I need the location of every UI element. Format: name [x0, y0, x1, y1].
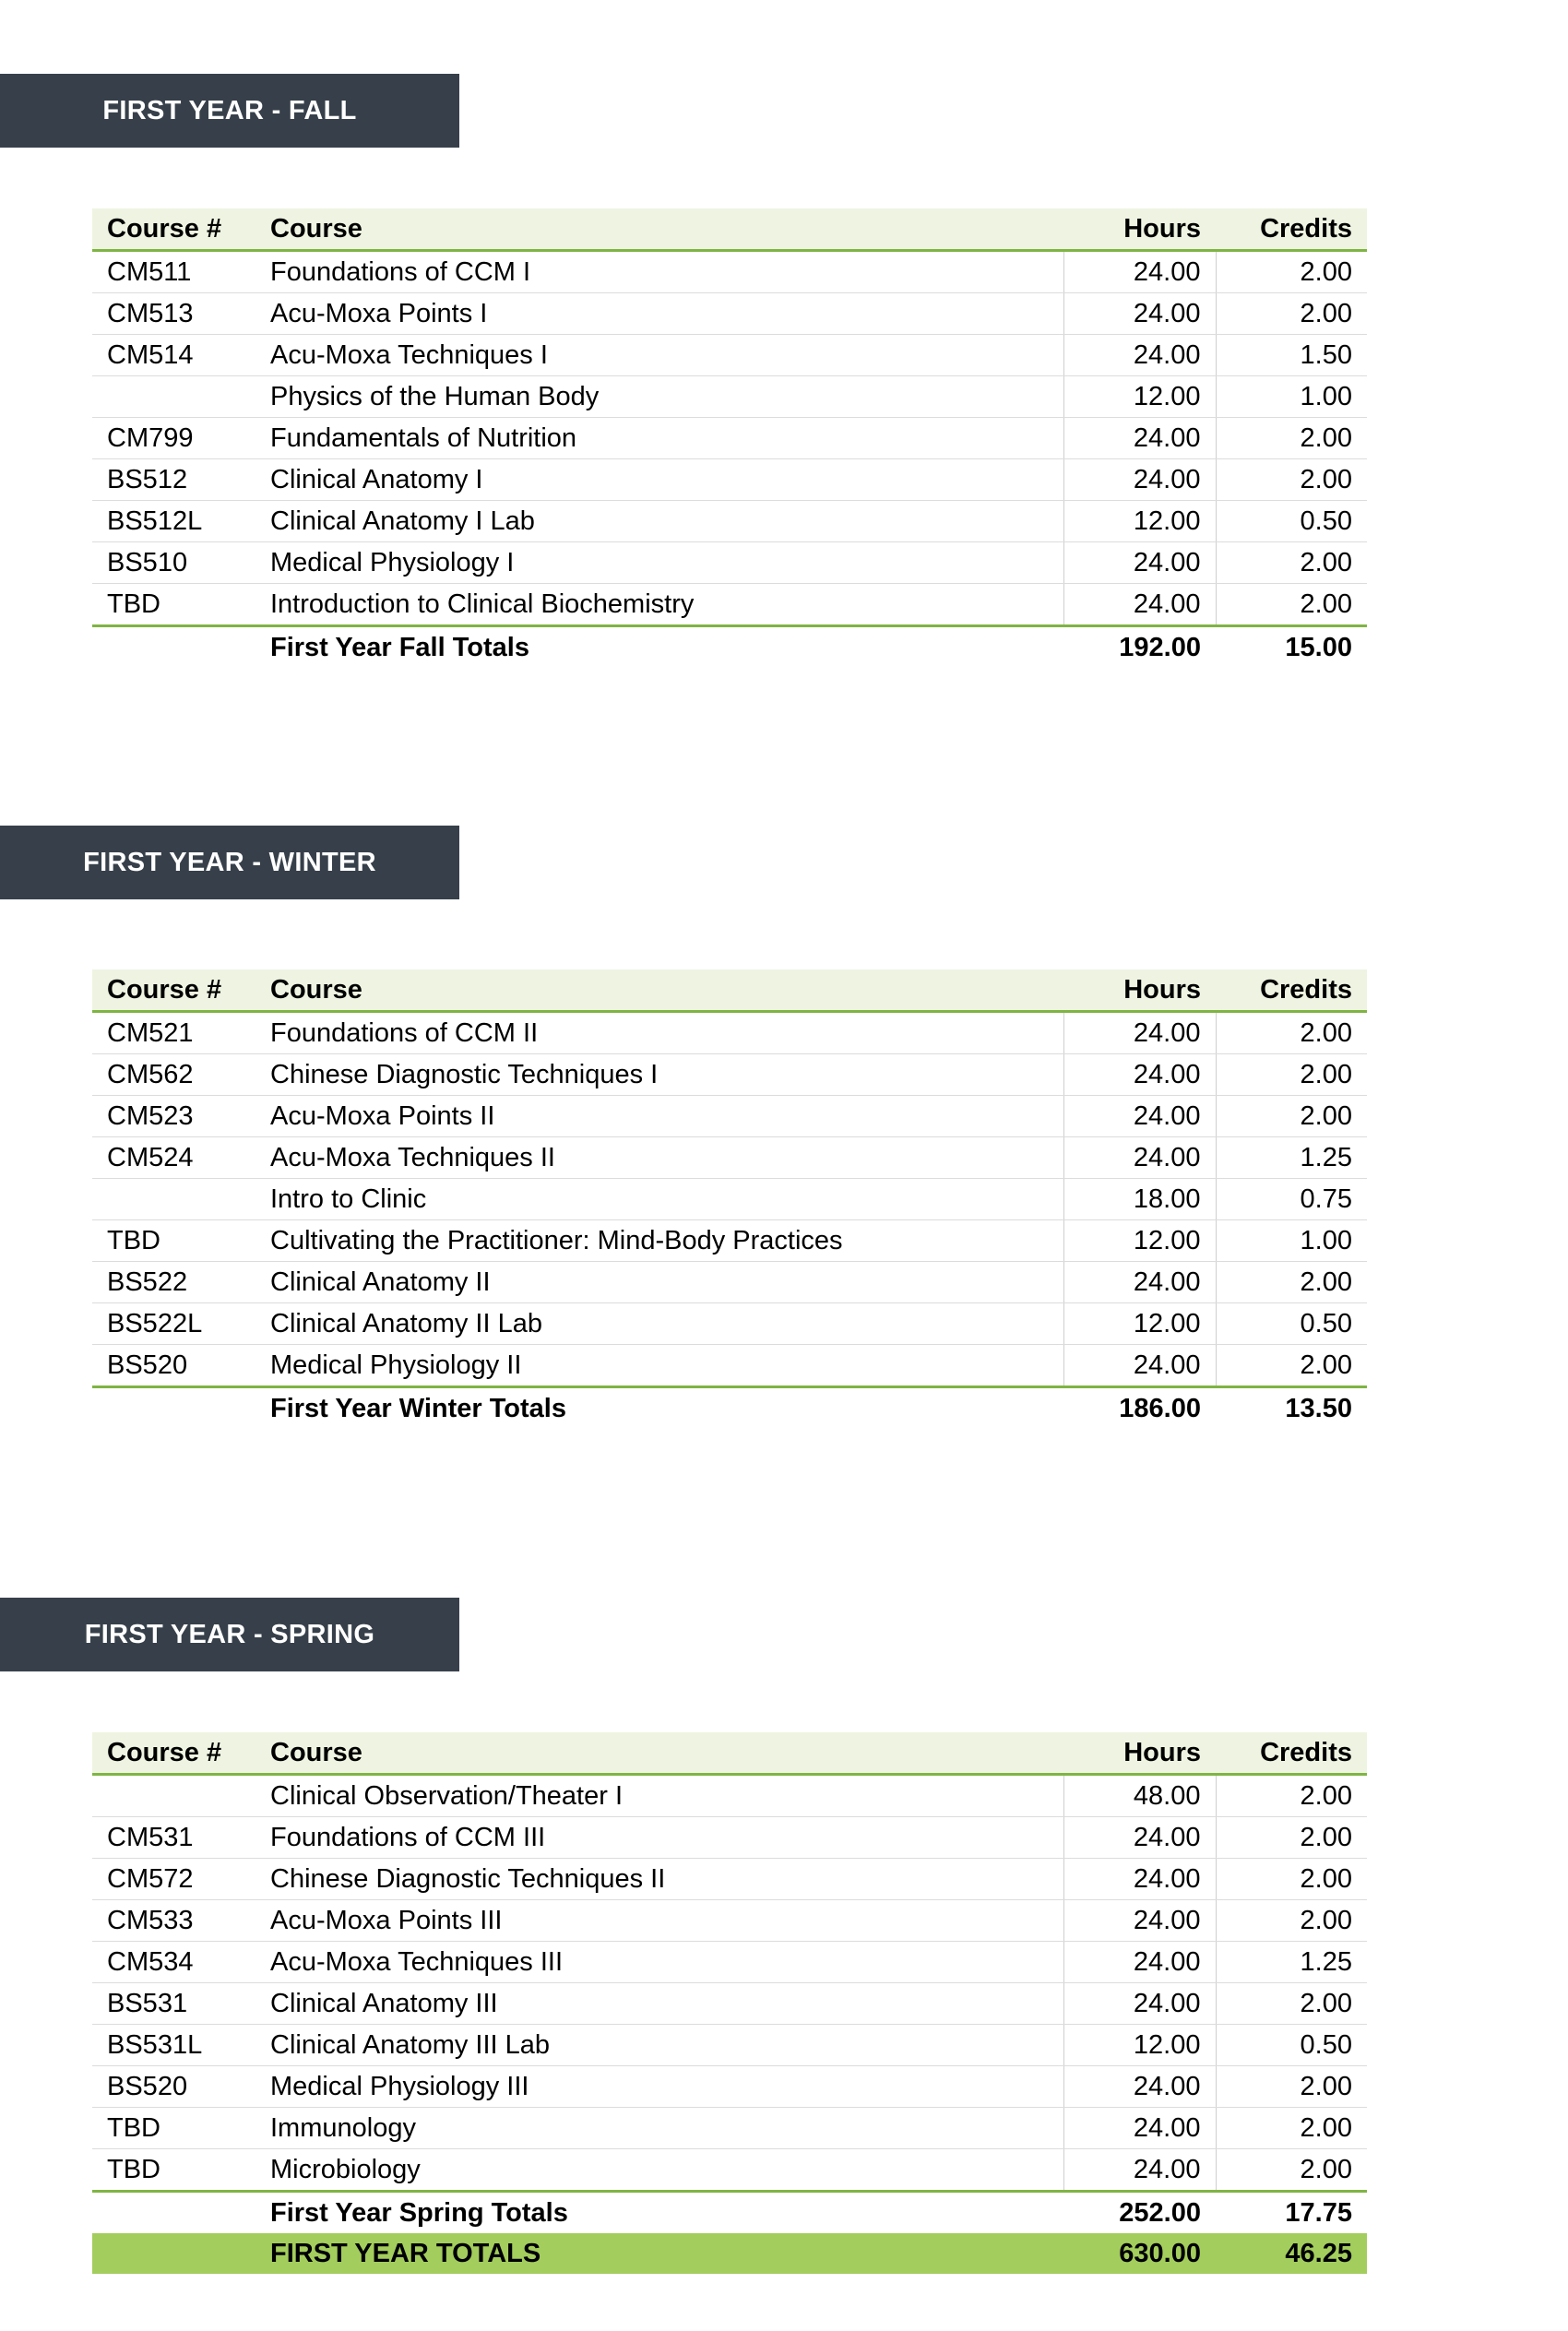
course-number-cell [92, 1775, 255, 1817]
table-row [92, 2149, 1367, 2192]
course-name-cell: Clinical Anatomy II [255, 1262, 1063, 1303]
credits-cell: 2.00 [1216, 1817, 1367, 1859]
table-row [92, 542, 1367, 584]
header-hours: Hours [1063, 208, 1216, 251]
course-number-cell: TBD [92, 584, 255, 626]
hours-cell: 12.00 [1063, 1220, 1216, 1262]
hours-cell: 24.00 [1063, 1096, 1216, 1137]
course-name-cell: Acu-Moxa Techniques III [255, 1942, 1063, 1983]
table-row [92, 1817, 1367, 1859]
credits-cell: 0.50 [1216, 1303, 1367, 1345]
course-name-cell: Acu-Moxa Techniques I [255, 335, 1063, 376]
fall-section-banner [0, 74, 459, 148]
hours-cell: 24.00 [1063, 1900, 1216, 1942]
header-course: Course [255, 1732, 1063, 1775]
course-number-cell: CM534 [92, 1942, 255, 1983]
course-number-cell: CM513 [92, 293, 255, 335]
course-name-cell: Clinical Anatomy II Lab [255, 1303, 1063, 1345]
totals-label: First Year Winter Totals [270, 1393, 566, 1423]
table-row [92, 584, 1367, 626]
course-number-cell: TBD [92, 2149, 255, 2192]
course-number-cell: BS531 [92, 1983, 255, 2025]
totals-credits: 13.50 [1285, 1393, 1352, 1423]
header-credits: Credits [1216, 1732, 1367, 1775]
fall-course-table [92, 208, 1367, 668]
table-row [92, 418, 1367, 459]
totals-hours: 192.00 [1119, 632, 1201, 662]
hours-cell: 24.00 [1063, 2149, 1216, 2192]
hours-cell: 24.00 [1063, 459, 1216, 501]
table-row [92, 1220, 1367, 1262]
winter-course-table [92, 969, 1367, 1429]
table-row [92, 459, 1367, 501]
hours-cell: 12.00 [1063, 501, 1216, 542]
credits-cell: 2.00 [1216, 1262, 1367, 1303]
credits-cell: 1.00 [1216, 376, 1367, 418]
hours-cell: 24.00 [1063, 2108, 1216, 2149]
credits-cell: 1.00 [1216, 1220, 1367, 1262]
year-totals-hours: 630.00 [1063, 2233, 1216, 2274]
course-number-cell: BS531L [92, 2025, 255, 2066]
table-row [92, 2025, 1367, 2066]
course-number-cell: CM562 [92, 1054, 255, 1096]
empty-cell [92, 626, 255, 669]
totals-hours: 252.00 [1119, 2197, 1201, 2228]
course-name-cell: Acu-Moxa Points I [255, 293, 1063, 335]
table-row [92, 1303, 1367, 1345]
course-number-cell: BS510 [92, 542, 255, 584]
table-row [92, 1179, 1367, 1220]
course-name-cell: Fundamentals of Nutrition [255, 418, 1063, 459]
credits-cell: 2.00 [1216, 2108, 1367, 2149]
credits-cell: 2.00 [1216, 1096, 1367, 1137]
header-credits: Credits [1216, 969, 1367, 1012]
header-course-num: Course # [92, 1732, 255, 1775]
table-row [92, 251, 1367, 293]
hours-cell: 12.00 [1063, 1303, 1216, 1345]
course-number-cell: BS522L [92, 1303, 255, 1345]
course-number-cell: CM533 [92, 1900, 255, 1942]
totals-credits: 17.75 [1285, 2197, 1352, 2228]
table-row [92, 2066, 1367, 2108]
credits-cell: 0.50 [1216, 501, 1367, 542]
empty-cell [92, 2192, 255, 2234]
course-name-cell: Medical Physiology I [255, 542, 1063, 584]
course-name-cell: Acu-Moxa Techniques II [255, 1137, 1063, 1179]
course-number-cell: BS520 [92, 2066, 255, 2108]
course-name-cell: Foundations of CCM I [255, 251, 1063, 293]
header-hours: Hours [1063, 969, 1216, 1012]
credits-cell: 2.00 [1216, 1900, 1367, 1942]
course-number-cell: TBD [92, 2108, 255, 2149]
spring-section-banner [0, 1598, 459, 1671]
hours-cell: 12.00 [1063, 2025, 1216, 2066]
credits-cell: 1.25 [1216, 1942, 1367, 1983]
header-course: Course [255, 208, 1063, 251]
course-name-cell: Medical Physiology II [255, 1345, 1063, 1387]
table-row [92, 1775, 1367, 1817]
spring-section-title: FIRST YEAR - SPRING [84, 1619, 375, 1649]
table-row [92, 376, 1367, 418]
hours-cell: 24.00 [1063, 542, 1216, 584]
totals-label: First Year Spring Totals [270, 2197, 568, 2228]
table-row [92, 1096, 1367, 1137]
table-row [92, 1054, 1367, 1096]
hours-cell: 24.00 [1063, 1983, 1216, 2025]
course-name-cell: Chinese Diagnostic Techniques I [255, 1054, 1063, 1096]
hours-cell: 24.00 [1063, 1859, 1216, 1900]
credits-cell: 2.00 [1216, 1859, 1367, 1900]
hours-cell: 24.00 [1063, 293, 1216, 335]
credits-cell: 2.00 [1216, 584, 1367, 626]
table-row [92, 1900, 1367, 1942]
header-course-num: Course # [92, 969, 255, 1012]
empty-cell [92, 2233, 255, 2274]
course-name-cell: Cultivating the Practitioner: Mind-Body Practices [255, 1220, 1063, 1262]
hours-cell: 12.00 [1063, 376, 1216, 418]
credits-cell: 0.75 [1216, 1179, 1367, 1220]
course-name-cell: Chinese Diagnostic Techniques II [255, 1859, 1063, 1900]
credits-cell: 2.00 [1216, 1345, 1367, 1387]
credits-cell: 2.00 [1216, 1012, 1367, 1054]
fall-section-title: FIRST YEAR - FALL [102, 95, 357, 125]
course-name-cell: Physics of the Human Body [255, 376, 1063, 418]
table-row [92, 335, 1367, 376]
course-name-cell: Introduction to Clinical Biochemistry [255, 584, 1063, 626]
course-name-cell: Clinical Anatomy III Lab [255, 2025, 1063, 2066]
credits-cell: 2.00 [1216, 1983, 1367, 2025]
credits-cell: 2.00 [1216, 293, 1367, 335]
table-row [92, 1345, 1367, 1387]
course-number-cell [92, 1179, 255, 1220]
hours-cell: 24.00 [1063, 1942, 1216, 1983]
course-number-cell [92, 376, 255, 418]
course-number-cell: CM799 [92, 418, 255, 459]
credits-cell: 2.00 [1216, 542, 1367, 584]
hours-cell: 24.00 [1063, 1262, 1216, 1303]
course-number-cell: CM523 [92, 1096, 255, 1137]
table-header-row [92, 208, 1367, 251]
first-year-totals-row [92, 2233, 1367, 2274]
hours-cell: 24.00 [1063, 2066, 1216, 2108]
year-totals-label: FIRST YEAR TOTALS [255, 2233, 1063, 2274]
course-name-cell: Clinical Observation/Theater I [255, 1775, 1063, 1817]
course-name-cell: Clinical Anatomy I Lab [255, 501, 1063, 542]
totals-label: First Year Fall Totals [270, 632, 529, 662]
empty-cell [92, 1387, 255, 1430]
hours-cell: 24.00 [1063, 1012, 1216, 1054]
spring-course-table [92, 1732, 1367, 2274]
credits-cell: 2.00 [1216, 1775, 1367, 1817]
table-row [92, 1983, 1367, 2025]
course-number-cell: CM511 [92, 251, 255, 293]
credits-cell: 2.00 [1216, 459, 1367, 501]
table-row [92, 2108, 1367, 2149]
credits-cell: 1.50 [1216, 335, 1367, 376]
winter-totals-row [92, 1387, 1367, 1430]
credits-cell: 2.00 [1216, 251, 1367, 293]
course-name-cell: Foundations of CCM III [255, 1817, 1063, 1859]
fall-totals-row [92, 626, 1367, 669]
hours-cell: 18.00 [1063, 1179, 1216, 1220]
table-row [92, 1859, 1367, 1900]
year-totals-credits: 46.25 [1216, 2233, 1367, 2274]
credits-cell: 2.00 [1216, 418, 1367, 459]
course-name-cell: Intro to Clinic [255, 1179, 1063, 1220]
table-row [92, 1942, 1367, 1983]
totals-hours: 186.00 [1119, 1393, 1201, 1423]
winter-section-title: FIRST YEAR - WINTER [83, 847, 376, 877]
table-row [92, 293, 1367, 335]
header-credits: Credits [1216, 208, 1367, 251]
hours-cell: 24.00 [1063, 251, 1216, 293]
table-row [92, 1137, 1367, 1179]
hours-cell: 24.00 [1063, 584, 1216, 626]
credits-cell: 2.00 [1216, 2149, 1367, 2192]
course-name-cell: Acu-Moxa Points II [255, 1096, 1063, 1137]
course-number-cell: CM572 [92, 1859, 255, 1900]
hours-cell: 24.00 [1063, 335, 1216, 376]
course-number-cell: BS520 [92, 1345, 255, 1387]
hours-cell: 24.00 [1063, 1345, 1216, 1387]
credits-cell: 0.50 [1216, 2025, 1367, 2066]
course-name-cell: Foundations of CCM II [255, 1012, 1063, 1054]
course-name-cell: Medical Physiology III [255, 2066, 1063, 2108]
hours-cell: 24.00 [1063, 1054, 1216, 1096]
spring-totals-row [92, 2192, 1367, 2234]
course-number-cell: BS522 [92, 1262, 255, 1303]
hours-cell: 24.00 [1063, 418, 1216, 459]
course-number-cell: CM514 [92, 335, 255, 376]
course-number-cell: BS512 [92, 459, 255, 501]
course-name-cell: Clinical Anatomy III [255, 1983, 1063, 2025]
course-name-cell: Clinical Anatomy I [255, 459, 1063, 501]
course-number-cell: TBD [92, 1220, 255, 1262]
course-number-cell: CM524 [92, 1137, 255, 1179]
hours-cell: 48.00 [1063, 1775, 1216, 1817]
table-header-row [92, 969, 1367, 1012]
winter-section-banner [0, 826, 459, 899]
credits-cell: 1.25 [1216, 1137, 1367, 1179]
course-name-cell: Acu-Moxa Points III [255, 1900, 1063, 1942]
totals-credits: 15.00 [1285, 632, 1352, 662]
credits-cell: 2.00 [1216, 2066, 1367, 2108]
table-row [92, 1012, 1367, 1054]
course-name-cell: Immunology [255, 2108, 1063, 2149]
credits-cell: 2.00 [1216, 1054, 1367, 1096]
course-name-cell: Microbiology [255, 2149, 1063, 2192]
header-course-num: Course # [92, 208, 255, 251]
table-row [92, 1262, 1367, 1303]
course-number-cell: CM531 [92, 1817, 255, 1859]
table-row [92, 501, 1367, 542]
header-hours: Hours [1063, 1732, 1216, 1775]
header-course: Course [255, 969, 1063, 1012]
course-number-cell: CM521 [92, 1012, 255, 1054]
table-header-row [92, 1732, 1367, 1775]
hours-cell: 24.00 [1063, 1137, 1216, 1179]
course-number-cell: BS512L [92, 501, 255, 542]
hours-cell: 24.00 [1063, 1817, 1216, 1859]
